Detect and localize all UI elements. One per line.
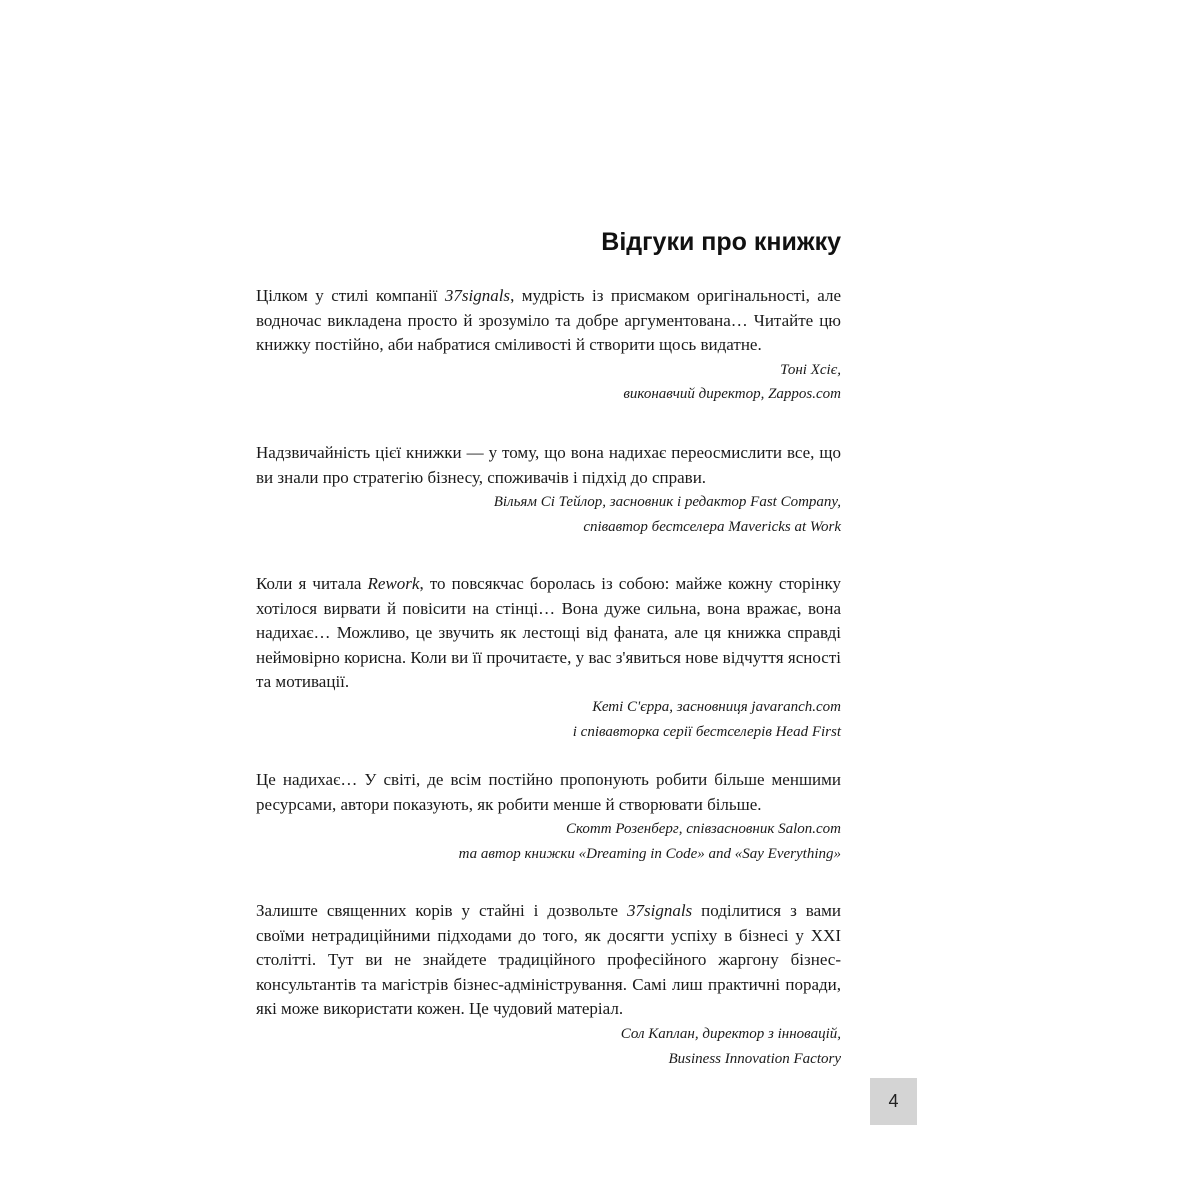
attribution-line: виконавчий директор, Zappos.com: [623, 386, 841, 403]
attribution-line: співавтор бестселера Mavericks at Work: [583, 518, 841, 535]
page-title: Відгуки про книжку: [601, 228, 841, 256]
page-number: 4: [870, 1078, 917, 1125]
review-attribution: [256, 490, 841, 539]
review-block: [256, 572, 841, 744]
quote-text: , то повсякчас боролась із собою: майже кожну сторінку хотілося вирвати й повісити на стінці… Вона дуже сильна, вона вражає, вона надихає… Можливо, це звучить як лестощі від фаната, але ця книжка справді неймовірно корисна. Коли ви її прочитаєте, у вас з'явиться нове відчуття ясності та мотивації.: [256, 574, 841, 692]
quote-emphasis: 37signals: [444, 286, 511, 305]
quote-text: Це надихає… У світі, де всім постійно пропонують робити більше меншими ресурсами, автори показують, як робити менше й створювати більше.: [256, 770, 841, 814]
attribution-line: Скотт Розенберг, співзасновник Salon.com: [565, 821, 841, 838]
review-attribution: [256, 817, 841, 866]
quote-text: Надзвичайність цієї книжки — у тому, що вона надихає переосмислити все, що ви знали про стратегію бізнесу, споживачів і підхід до справи.: [256, 443, 841, 487]
attribution-line: Кеті С'єрра, засновниця javaranch.com: [592, 698, 841, 715]
quote-emphasis: 37signals: [626, 901, 693, 920]
quote-text: Цілком у стилі компанії: [256, 286, 445, 305]
attribution-line: Сол Каплан, директор з інновацій,: [620, 1025, 841, 1042]
review-quote: [256, 284, 841, 358]
review-quote: [256, 441, 841, 490]
attribution-line: Вільям Сі Тейлор, засновник і редактор Fast Company,: [493, 494, 841, 511]
review-attribution: [256, 358, 841, 407]
quote-text: Коли я читала: [256, 574, 368, 593]
quote-text: , мудрість із присмаком оригінальності, але водночас викладена просто й зрозуміло та добре аргументована… Читайте цю книжку постійно, аби набратися сміливості й створити щось видатне.: [256, 286, 842, 355]
quote-text: поділитися з вами своїми нетрадиційними підходами до того, як досягти успіху в бізнесі у XXI столітті. Тут ви не знайдете традиційного професійного жаргону бізнес-консультантів та магістрів бізнес-адміністрування. Самі лиш практичні поради, які може використати кожен. Це чудовий матеріал.: [256, 901, 841, 1019]
review-attribution: [256, 1022, 841, 1071]
quote-emphasis: Rework: [367, 574, 420, 593]
review-quote: [256, 899, 841, 1022]
attribution-line: Тоні Хсіє,: [780, 361, 841, 378]
review-block: [256, 441, 841, 539]
review-block: [256, 899, 841, 1071]
attribution-line: Business Innovation Factory: [668, 1050, 841, 1067]
attribution-line: та автор книжки «Dreaming in Code» and «Say Everything»: [458, 845, 841, 862]
review-quote: [256, 572, 841, 695]
quote-text: Залиште священних корів у стайні і дозвольте: [256, 901, 627, 920]
review-block: [256, 284, 841, 407]
review-block: [256, 768, 841, 866]
attribution-line: і співавторка серії бестселерів Head First: [572, 723, 841, 740]
review-quote: [256, 768, 841, 817]
review-attribution: [256, 695, 841, 744]
